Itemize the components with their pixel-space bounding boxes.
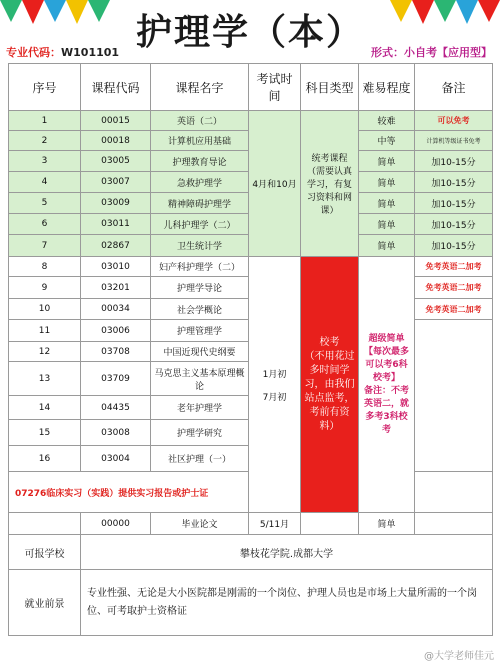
row-code: 03008 — [81, 420, 151, 446]
row-note: 免考英语二加考 — [415, 299, 493, 320]
row-name: 中国近现代史纲要 — [151, 342, 249, 362]
row-no: 16 — [9, 446, 81, 472]
row-name: 护理教育导论 — [151, 151, 249, 172]
row-no: 5 — [9, 193, 81, 214]
row-no: 3 — [9, 151, 81, 172]
exam-form: 形式：小自考【应用型】 — [371, 46, 492, 59]
row-code: 03201 — [81, 277, 151, 299]
watermark: @大学老师佳元 — [424, 651, 494, 662]
row-no: 9 — [9, 277, 81, 299]
table-header-row — [9, 64, 493, 111]
table-row — [9, 257, 493, 277]
row-note: 可以免考 — [415, 111, 493, 131]
row-code: 03009 — [81, 193, 151, 214]
row-note: 加10-15分 — [415, 193, 493, 214]
row-note: 免考英语二加考 — [415, 277, 493, 299]
row-code: 03709 — [81, 362, 151, 396]
header-type: 科目类型 — [301, 64, 359, 111]
row-difficulty: 简单 — [359, 172, 415, 193]
row-name: 卫生统计学 — [151, 235, 249, 257]
row-note: 加10-15分 — [415, 151, 493, 172]
row-name: 计算机应用基础 — [151, 131, 249, 151]
prospects-value: 专业性强、无论是大小医院都是刚需的一个岗位、护理人员也是市场上大量所需的一个岗位、可考取护士资格证 — [81, 570, 493, 636]
row-no: 6 — [9, 214, 81, 235]
row-note: 加10-15分 — [415, 235, 493, 257]
row-no: 10 — [9, 299, 81, 320]
row-code: 03005 — [81, 151, 151, 172]
row-note: 加10-15分 — [415, 172, 493, 193]
row-code: 02867 — [81, 235, 151, 257]
row-name: 护理管理学 — [151, 320, 249, 342]
row-code: 03007 — [81, 172, 151, 193]
row-note: 加10-15分 — [415, 214, 493, 235]
row-code: 00015 — [81, 111, 151, 131]
row-note: 计算机等级证书免考 — [415, 131, 493, 151]
schools-label: 可报学校 — [9, 535, 81, 570]
row-code: 03006 — [81, 320, 151, 342]
prospects-label: 就业前景 — [9, 570, 81, 636]
internship-note: 07276临床实习（实践）提供实习报告或护士证 — [9, 472, 249, 513]
row-no: 11 — [9, 320, 81, 342]
row-name: 急救护理学 — [151, 172, 249, 193]
schools-value: 攀枝花学院.成都大学 — [81, 535, 493, 570]
major-code-value: W101101 — [61, 46, 120, 59]
row-no: 1 — [9, 111, 81, 131]
row-difficulty: 简单 — [359, 193, 415, 214]
row-difficulty: 简单 — [359, 151, 415, 172]
row-no: 15 — [9, 420, 81, 446]
row-name: 英语（二） — [151, 111, 249, 131]
row-no: 13 — [9, 362, 81, 396]
internship-note-empty — [415, 472, 493, 513]
major-code — [6, 44, 119, 60]
row-name: 马克思主义基本原理概论 — [151, 362, 249, 396]
thesis-difficulty: 简单 — [359, 513, 415, 535]
row-code: 03708 — [81, 342, 151, 362]
thesis-name: 毕业论文 — [151, 513, 249, 535]
row-code: 03011 — [81, 214, 151, 235]
header-exam-time: 考试时间 — [249, 64, 301, 111]
row-name: 老年护理学 — [151, 396, 249, 420]
row-name: 精神障碍护理学 — [151, 193, 249, 214]
prospects-row — [9, 570, 493, 636]
row-no: 2 — [9, 131, 81, 151]
schools-row — [9, 535, 493, 570]
group1-type: 统考课程 （需要认真学习，有复习资料和网课） — [301, 111, 359, 257]
thesis-row — [9, 513, 493, 535]
header-note: 备注 — [415, 64, 493, 111]
group2-type: 校考 （不用花过多时间学习，由我们站点监考，考前有资料） — [301, 257, 359, 513]
row-code: 04435 — [81, 396, 151, 420]
row-note-empty — [415, 320, 493, 472]
row-note: 免考英语二加考 — [415, 257, 493, 277]
row-name: 护理学研究 — [151, 420, 249, 446]
page-title: 护理学（本） — [135, 11, 364, 53]
thesis-time: 5/11月 — [249, 513, 301, 535]
header-code: 课程代码 — [81, 64, 151, 111]
group2-difficulty: 超级简单 【每次最多可以考6科校考】 备注：不考英语二，就多考3科校考 — [359, 257, 415, 513]
row-name: 护理学导论 — [151, 277, 249, 299]
row-difficulty: 简单 — [359, 235, 415, 257]
row-difficulty: 简单 — [359, 214, 415, 235]
row-code: 03004 — [81, 446, 151, 472]
row-code: 03010 — [81, 257, 151, 277]
row-difficulty: 中等 — [359, 131, 415, 151]
row-no: 8 — [9, 257, 81, 277]
thesis-type — [301, 513, 359, 535]
row-name: 妇产科护理学（二） — [151, 257, 249, 277]
course-table — [8, 63, 493, 636]
thesis-no — [9, 513, 81, 535]
row-name: 社会学概论 — [151, 299, 249, 320]
group1-exam-time: 4月和10月 — [249, 111, 301, 257]
group2-exam-time: 1月初 7月初 — [249, 257, 301, 513]
row-code: 00034 — [81, 299, 151, 320]
thesis-code: 00000 — [81, 513, 151, 535]
row-name: 社区护理（一） — [151, 446, 249, 472]
row-no: 14 — [9, 396, 81, 420]
row-difficulty: 较难 — [359, 111, 415, 131]
row-no: 4 — [9, 172, 81, 193]
row-name: 儿科护理学（二） — [151, 214, 249, 235]
row-code: 00018 — [81, 131, 151, 151]
thesis-note — [415, 513, 493, 535]
header-difficulty: 难易程度 — [359, 64, 415, 111]
major-code-label: 专业代码： — [6, 46, 61, 59]
table-row — [9, 111, 493, 131]
row-no: 12 — [9, 342, 81, 362]
row-no: 7 — [9, 235, 81, 257]
header-no: 序号 — [9, 64, 81, 111]
header-name: 课程名字 — [151, 64, 249, 111]
